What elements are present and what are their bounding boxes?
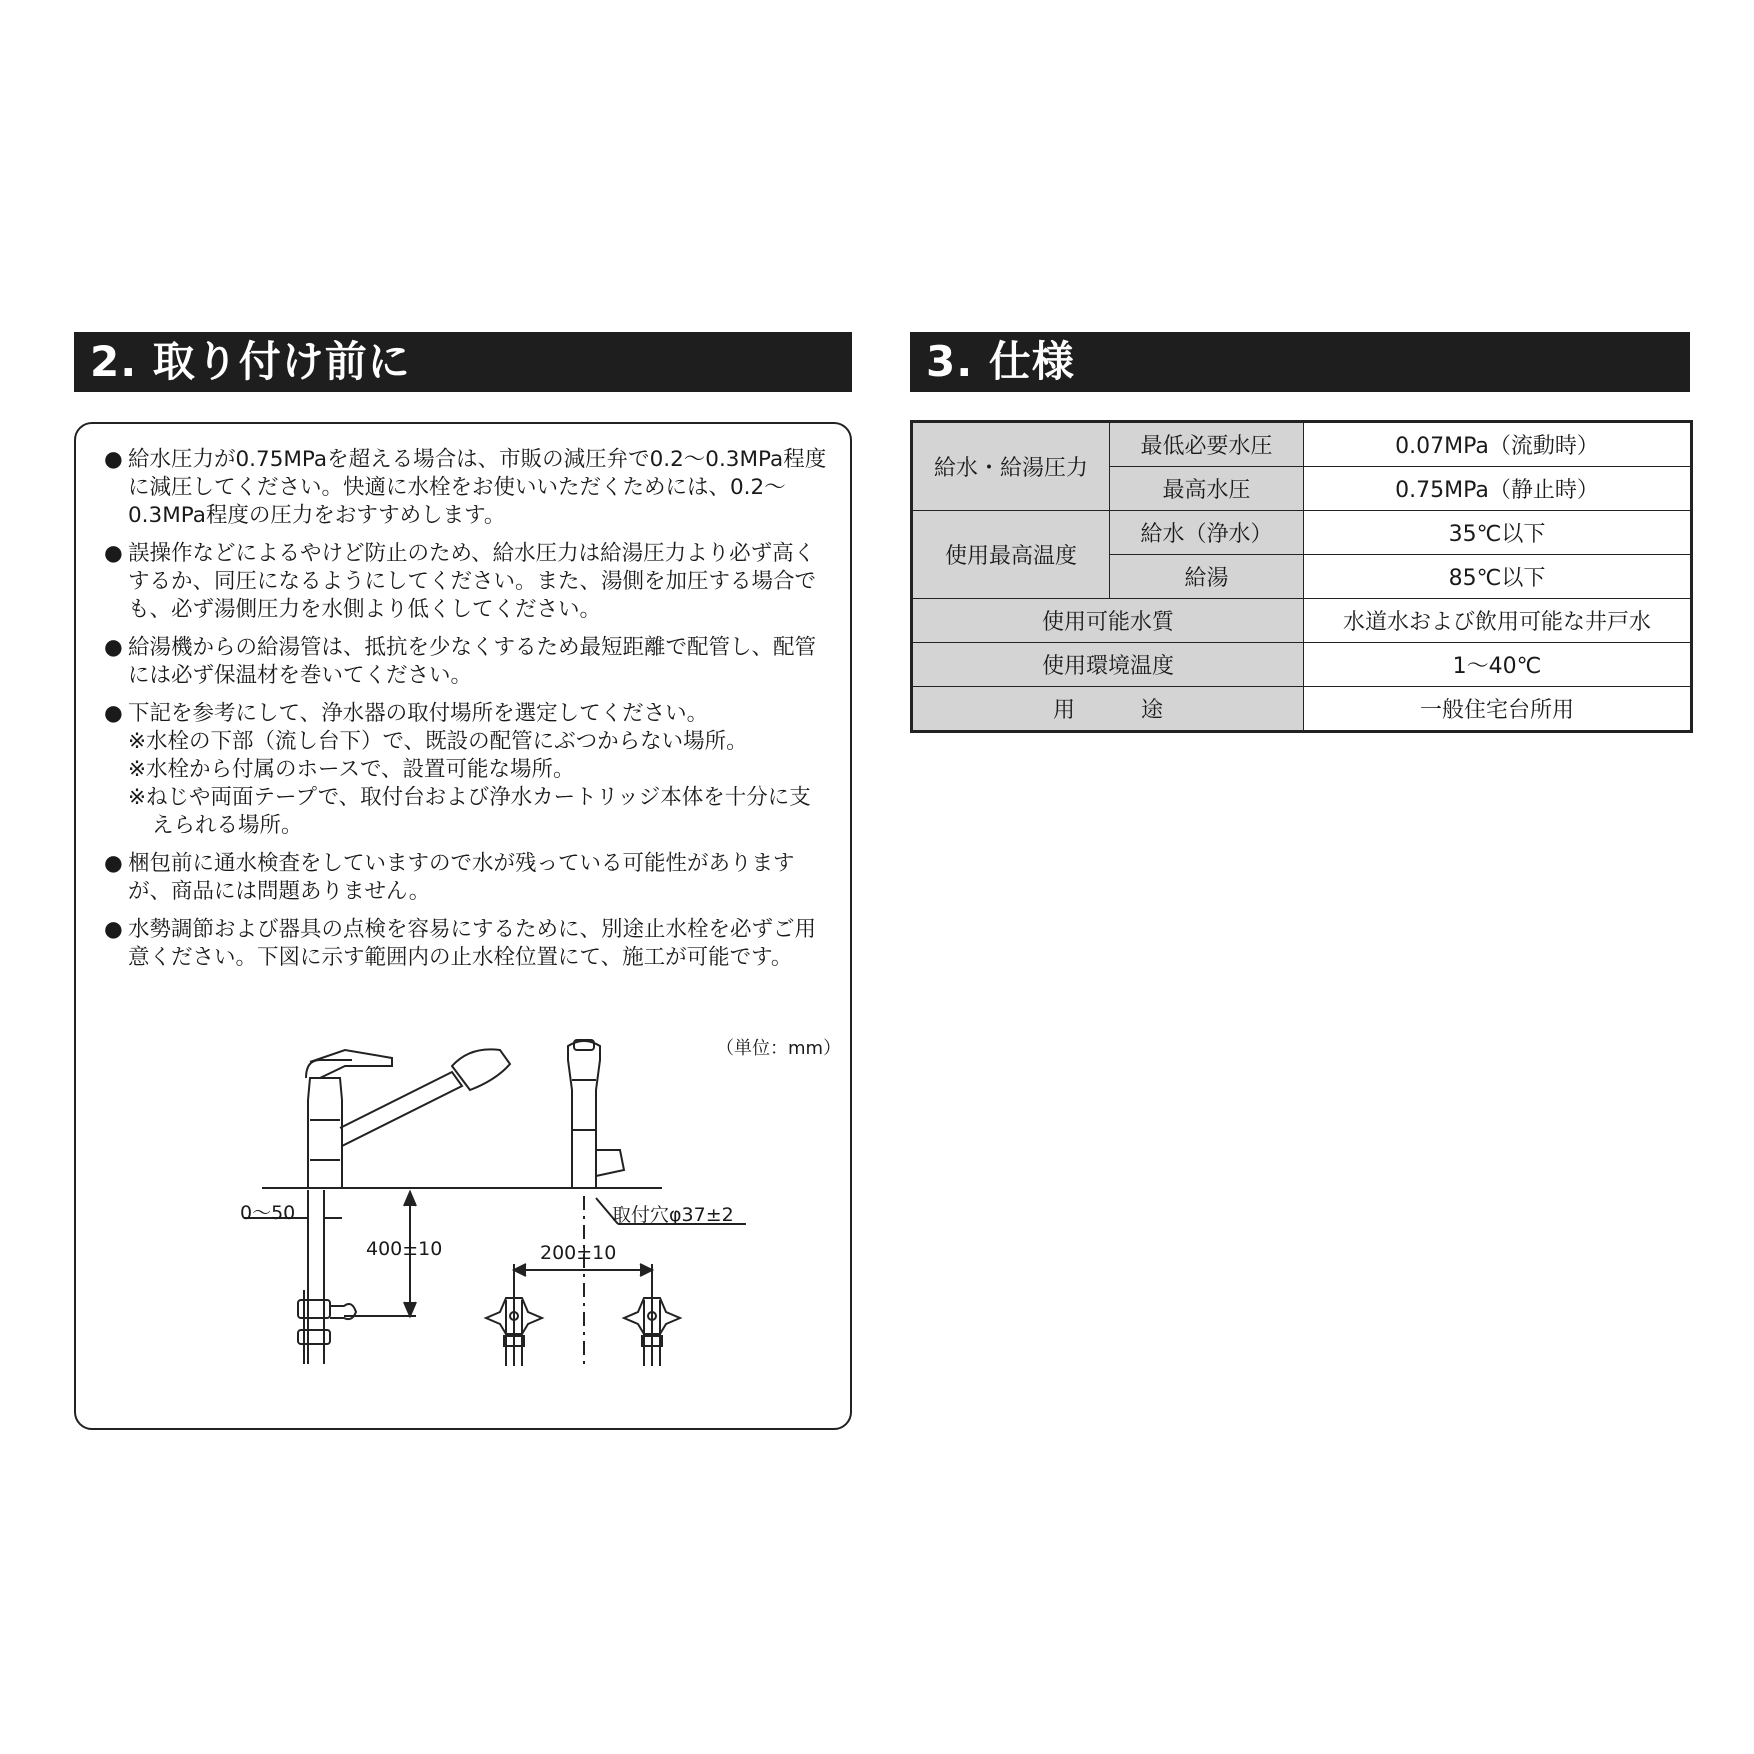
table-row bbox=[912, 687, 1692, 732]
sub-item: ※水栓から付属のホースで、設置可能な場所。 bbox=[128, 757, 575, 782]
spec-value: 85℃以下 bbox=[1304, 555, 1692, 599]
spec-value: 水道水および飲用可能な井戸水 bbox=[1304, 599, 1692, 643]
table-row bbox=[912, 511, 1692, 555]
section-title-before-installation: 2. 取り付け前に bbox=[74, 332, 852, 392]
sub-item: ※水栓の下部（流し台下）で、既設の配管にぶつからない場所。 bbox=[128, 729, 748, 754]
spec-value: 1～40℃ bbox=[1304, 643, 1692, 687]
list-item: ● 給水圧力が0.75MPaを超える場合は、市販の減圧弁で0.2～0.3MPa程度に減圧してください。快適に水栓をお使いいただくためには、0.2～0.3MPa程度の圧力をおすすめします。 bbox=[104, 447, 827, 528]
spec-label: 使用可能水質 bbox=[912, 599, 1304, 643]
section-title-specifications: 3. 仕様 bbox=[910, 332, 1690, 392]
spec-value: 35℃以下 bbox=[1304, 511, 1692, 555]
list-item: ● 水勢調節および器具の点検を容易にするために、別途止水栓を必ずご用意ください。下図に示す範囲内の止水栓位置にて、施工が可能です。 bbox=[104, 917, 817, 970]
dimension-hole-label: 取付穴φ37±2 bbox=[612, 1204, 734, 1226]
table-row bbox=[912, 422, 1692, 467]
table-row bbox=[912, 599, 1692, 643]
list-item: ● 給湯機からの給湯管は、抵抗を少なくするため最短距離で配管し、配管には必ず保温材を巻いてください。 bbox=[104, 635, 817, 688]
spec-label: 使用環境温度 bbox=[912, 643, 1304, 687]
spec-label: 給湯 bbox=[1110, 555, 1304, 599]
dimension-spacing-label: 200±10 bbox=[540, 1242, 617, 1264]
spec-value: 一般住宅台所用 bbox=[1304, 687, 1692, 732]
dimension-height-label: 400±10 bbox=[366, 1238, 443, 1260]
precaution-list bbox=[104, 446, 828, 982]
specification-table bbox=[910, 420, 1693, 733]
spec-value: 0.75MPa（静止時） bbox=[1304, 467, 1692, 511]
list-item: ● 誤操作などによるやけど防止のため、給水圧力は給湯圧力より必ず高くするか、同圧になるようにしてください。また、湯側を加圧する場合でも、必ず湯側圧力を水側より低くしてください。 bbox=[104, 541, 817, 622]
spec-label: 用 途 bbox=[912, 687, 1304, 732]
table-row bbox=[912, 643, 1692, 687]
spec-label: 最低必要水圧 bbox=[1110, 422, 1304, 467]
spec-label: 最高水圧 bbox=[1110, 467, 1304, 511]
spec-value: 0.07MPa（流動時） bbox=[1304, 422, 1692, 467]
unit-label: （単位：mm） bbox=[716, 1038, 842, 1059]
sub-item: ※ねじや両面テープで、取付台および浄水カートリッジ本体を十分に支えられる場所。 bbox=[128, 785, 811, 838]
list-item: ● 下記を参考にして、浄水器の取付場所を選定してください。 ※水栓の下部（流し台下）で、既設の配管にぶつからない場所。 ※水栓から付属のホースで、設置可能な場所。 ※ねじや両面テープで、取付台および浄水カートリッジ本体を十分に支えられる場所。 bbox=[104, 700, 828, 840]
list-item: ● 梱包前に通水検査をしていますので水が残っている可能性がありますが、商品には問題ありません。 bbox=[104, 851, 795, 904]
spec-label: 給水（浄水） bbox=[1110, 511, 1304, 555]
spec-group-temperature: 使用最高温度 bbox=[912, 511, 1110, 599]
spec-group-pressure: 給水・給湯圧力 bbox=[912, 422, 1110, 511]
dimension-offset-label: 0～50 bbox=[240, 1202, 296, 1224]
